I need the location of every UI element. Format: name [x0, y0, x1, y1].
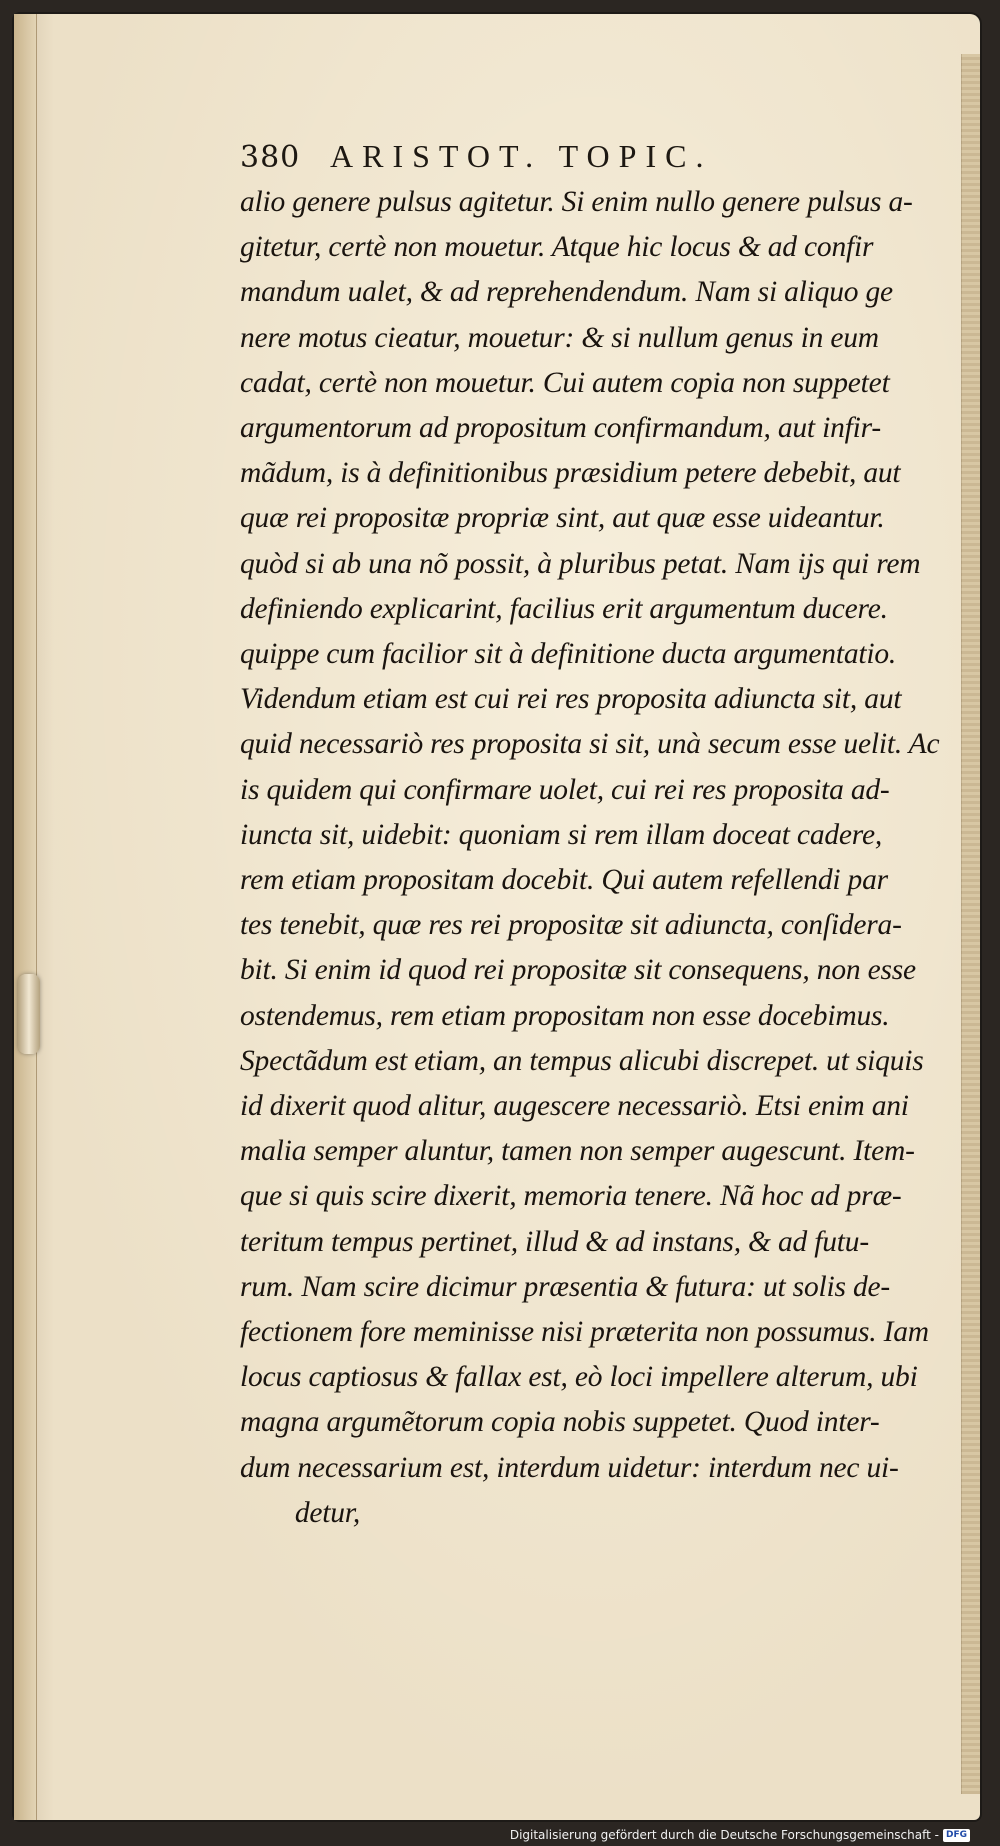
- text-line: locus captiosus & fallax est, eò loci impellere alterum, ubi: [240, 1361, 918, 1394]
- text-line: ostendemus, rem etiam propositam non esse docebimus.: [240, 999, 890, 1032]
- text-line: dum necessarium est, interdum uidetur: interdum nec ui-: [240, 1451, 899, 1484]
- text-line: is quidem qui confirmare uolet, cui rei res proposita ad-: [240, 773, 890, 806]
- text-line: mandum ualet, & ad reprehendendum. Nam si aliquo ge: [240, 276, 893, 309]
- text-line: bit. Si enim id quod rei propositæ sit consequens, non esse: [240, 954, 916, 987]
- text-line: Videndum etiam est cui rei res proposita adiuncta sit, aut: [240, 683, 902, 716]
- page-gutter: [14, 14, 37, 1820]
- digitization-footer: [510, 1826, 970, 1844]
- text-line: nere motus cieatur, mouetur: & si nullum genus in eum: [240, 321, 879, 354]
- text-line: quòd si ab una nõ possit, à pluribus petat. Nam ijs qui rem: [240, 547, 921, 580]
- dfg-logo-icon: DFG: [943, 1829, 970, 1842]
- text-line: argumentorum ad propositum confirmandum, aut infir-: [240, 412, 881, 444]
- text-line: iuncta sit, uidebit: quoniam si rem illam doceat cadere,: [240, 818, 883, 851]
- text-line: malia semper aluntur, tamen non semper augescunt. Item-: [240, 1135, 915, 1168]
- binding-clip: [18, 974, 40, 1054]
- text-line: quid necessariò res proposita si sit, unà secum esse uelit. Ac: [240, 728, 940, 761]
- text-line: fectionem fore meminisse nisi præterita non possumus. Iam: [240, 1316, 929, 1348]
- text-line: teritum tempus pertinet, illud & ad instans, & ad futu-: [240, 1225, 869, 1258]
- text-line: alio genere pulsus agitetur. Si enim nullo genere pulsus a-: [240, 186, 913, 218]
- page-number: 380: [240, 140, 301, 175]
- body-text: [240, 182, 960, 1529]
- text-line: cadat, certè non mouetur. Cui autem copia non suppetet: [240, 366, 890, 399]
- text-line: rum. Nam scire dicimur præsentia & futura: ut solis de-: [240, 1270, 891, 1303]
- text-line: definiendo explicarint, facilius erit argumentum ducere.: [240, 592, 888, 625]
- text-line: mãdum, is à definitionibus præsidium petere debebit, aut: [240, 457, 901, 490]
- text-line: Spectãdum est etiam, an tempus alicubi discrepet. ut siquis: [240, 1044, 924, 1077]
- running-head: ARISTOT. TOPIC.: [330, 138, 713, 174]
- text-line: quippe cum facilior sit à definitione ducta argumentatio.: [240, 638, 897, 670]
- text-line: quæ rei propositæ propriæ sint, aut quæ esse uideantur.: [240, 502, 885, 535]
- text-line: magna argumẽtorum copia nobis suppetet. Quod inter-: [240, 1406, 880, 1439]
- footer-credit: Digitalisierung gefördert durch die Deutsche Forschungsgemeinschaft -: [509, 1828, 939, 1842]
- page-header: [240, 138, 880, 178]
- text-line: id dixerit quod alitur, augescere necessariò. Etsi enim ani: [240, 1090, 909, 1122]
- page-fore-edge: [961, 54, 980, 1794]
- text-line: que si quis scire dixerit, memoria tenere. Nã hoc ad præ-: [240, 1180, 902, 1213]
- text-line: gitetur, certè non mouetur. Atque hic locus & ad confir: [240, 231, 874, 264]
- catchword: detur,: [294, 1496, 360, 1529]
- text-line: tes tenebit, quæ res rei propositæ sit adiuncta, conſidera-: [240, 909, 902, 942]
- text-line: rem etiam propositam docebit. Qui autem refellendi par: [240, 864, 888, 896]
